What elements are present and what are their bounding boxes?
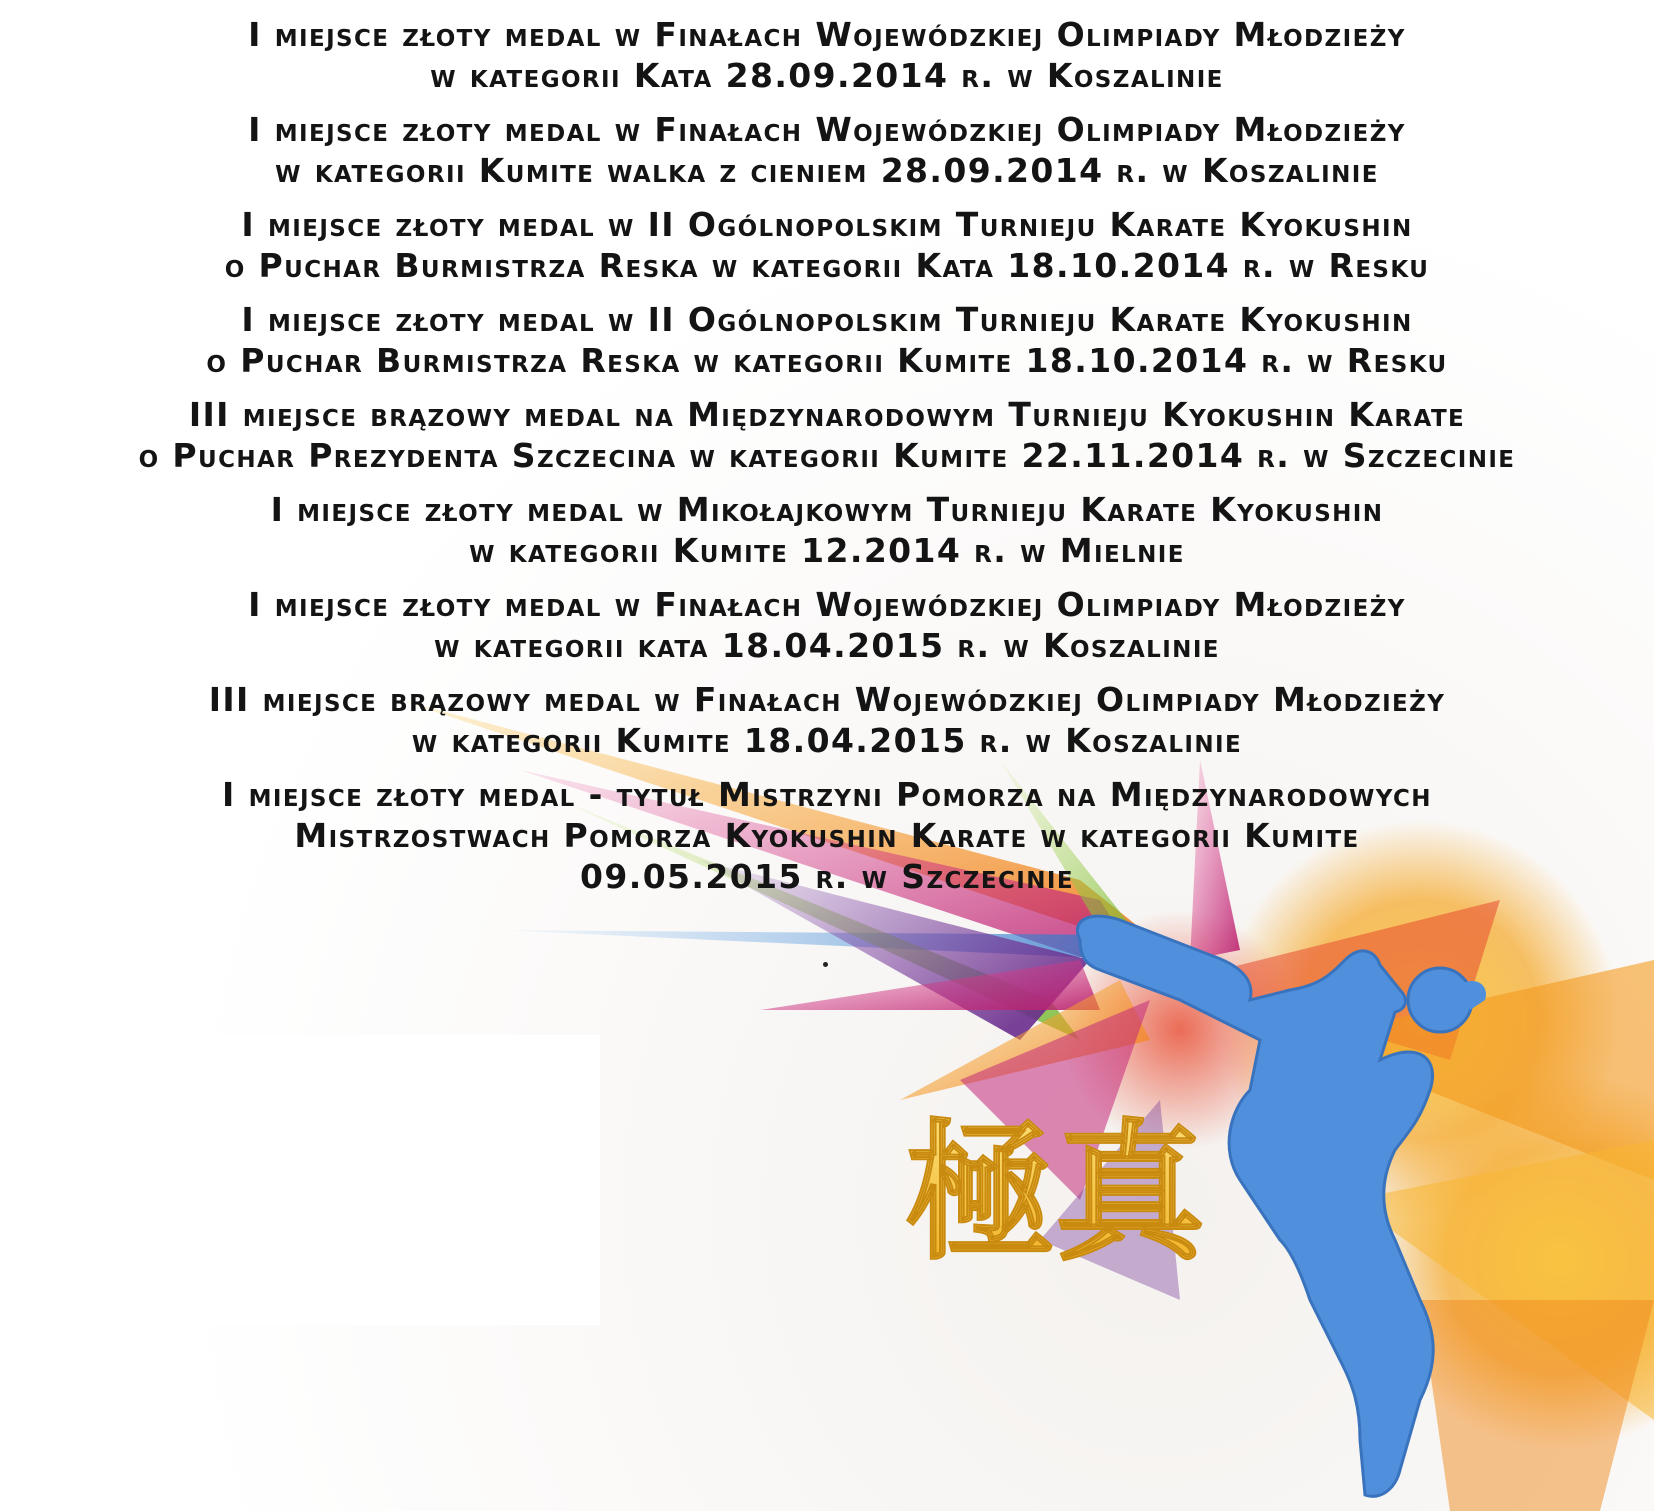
achievement-entry bbox=[20, 489, 1634, 571]
achievement-entry bbox=[20, 204, 1634, 286]
achievement-line: o Puchar Prezydenta Szczecina w kategorii Kumite 22.11.2014 r. w Szczecinie bbox=[138, 436, 1516, 475]
achievement-line: I miejsce złoty medal - tytuł Mistrzyni Pomorza na Międzynarodowych bbox=[222, 775, 1432, 814]
achievement-line: w kategorii Kumite 18.04.2015 r. w Koszalinie bbox=[411, 721, 1243, 760]
achievement-line: I miejsce złoty medal w Mikołajkowym Turnieju Karate Kyokushin bbox=[270, 490, 1384, 529]
achievement-line: 09.05.2015 r. w Szczecinie bbox=[580, 857, 1074, 896]
achievement-line: I miejsce złoty medal w II Ogólnopolskim Turnieju Karate Kyokushin bbox=[241, 205, 1413, 244]
achievement-entry bbox=[20, 394, 1634, 476]
achievement-line: Mistrzostwach Pomorza Kyokushin Karate w kategorii Kumite bbox=[294, 816, 1360, 855]
trailing-dot bbox=[823, 962, 828, 967]
achievement-entry-last bbox=[20, 774, 1634, 897]
achievement-entry bbox=[20, 679, 1634, 761]
achievement-line: I miejsce złoty medal w Finałach Wojewódzkiej Olimpiady Młodzieży bbox=[248, 585, 1406, 624]
achievement-entry bbox=[20, 109, 1634, 191]
achievement-line: w kategorii Kumite walka z cieniem 28.09.2014 r. w Koszalinie bbox=[275, 151, 1379, 190]
orange-shard-lower bbox=[1420, 1300, 1654, 1511]
achievement-line: w kategorii Kata 28.09.2014 r. w Koszalinie bbox=[430, 56, 1224, 95]
achievements-list bbox=[20, 14, 1634, 910]
achievement-line: III miejsce brązowy medal na Międzynarodowym Turnieju Kyokushin Karate bbox=[188, 395, 1466, 434]
achievement-line: III miejsce brązowy medal w Finałach Wojewódzkiej Olimpiady Młodzieży bbox=[208, 680, 1446, 719]
white-panel bbox=[120, 1035, 600, 1325]
achievement-line: o Puchar Burmistrza Reska w kategorii Kata 18.10.2014 r. w Resku bbox=[224, 246, 1430, 285]
achievement-line: I miejsce złoty medal w Finałach Wojewódzkiej Olimpiady Młodzieży bbox=[248, 15, 1406, 54]
achievement-line: I miejsce złoty medal w II Ogólnopolskim Turnieju Karate Kyokushin bbox=[241, 300, 1413, 339]
achievement-line: w kategorii Kumite 12.2014 r. w Mielnie bbox=[469, 531, 1185, 570]
achievement-entry bbox=[20, 584, 1634, 666]
achievement-entry bbox=[20, 299, 1634, 381]
achievement-line: o Puchar Burmistrza Reska w kategorii Kumite 18.10.2014 r. w Resku bbox=[206, 341, 1448, 380]
achievement-line: w kategorii kata 18.04.2015 r. w Koszalinie bbox=[434, 626, 1220, 665]
kyokushin-kanji-logo: 極真 bbox=[904, 1105, 1206, 1281]
achievement-line: I miejsce złoty medal w Finałach Wojewódzkiej Olimpiady Młodzieży bbox=[248, 110, 1406, 149]
achievement-entry bbox=[20, 14, 1634, 96]
